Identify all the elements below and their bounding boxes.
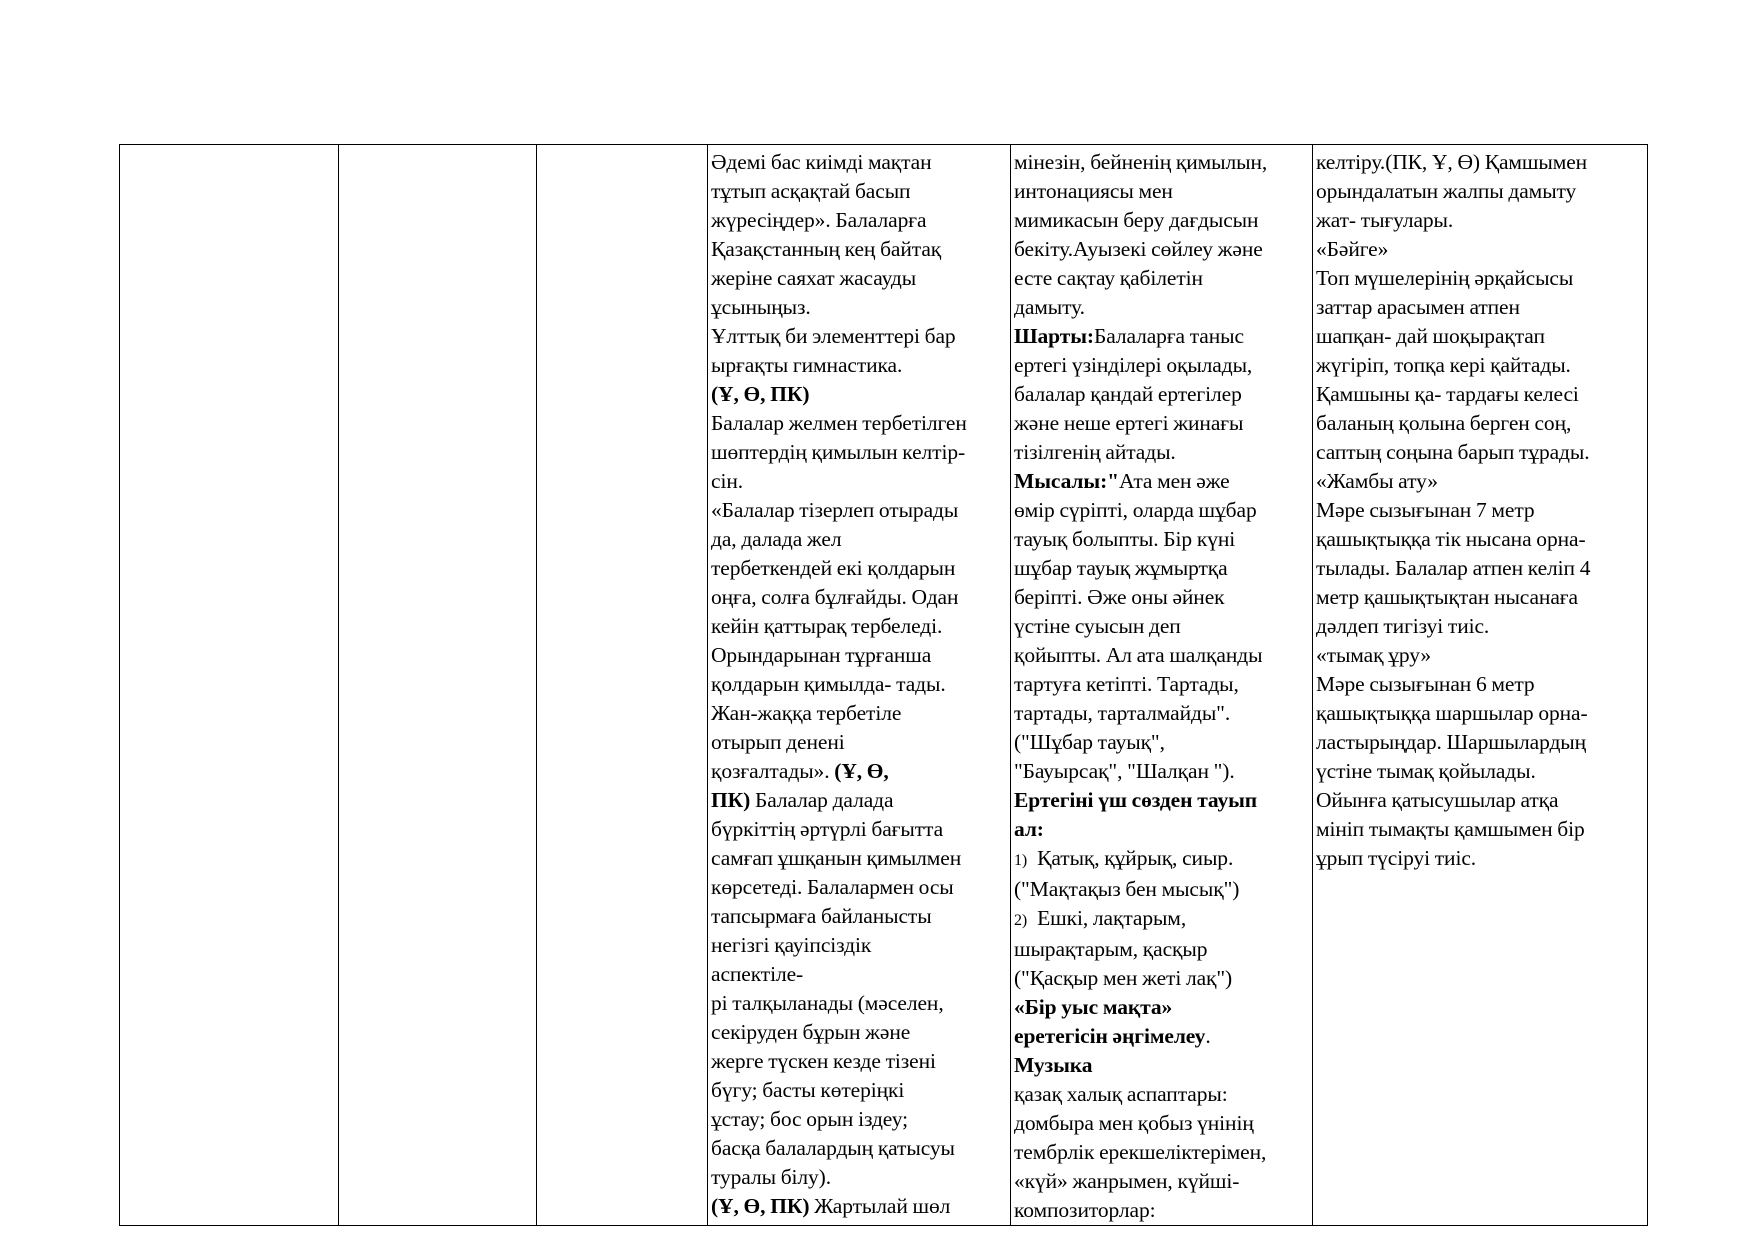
games-text-cell: [1313, 145, 1648, 1226]
text-segment: шөптердің қимылын келтір-: [711, 440, 966, 464]
text-segment: шапқан- дай шоқырақтап: [1316, 324, 1545, 348]
text-line: [1316, 148, 1647, 177]
text-line: [1014, 875, 1312, 904]
text-segment: Балалар желмен тербетілген: [711, 411, 967, 435]
text-line: [1316, 554, 1647, 583]
text-segment: Қамшыны қа- тардағы келесі: [1316, 382, 1579, 406]
text-segment: ("Шұбар тауық",: [1014, 730, 1165, 754]
text-segment: ырғақты гимнастика.: [711, 353, 903, 377]
text-segment: жеріне саяхат жасауды: [711, 266, 917, 290]
text-segment: ("Мақтақыз бен мысық"): [1014, 877, 1240, 901]
bold-text: Мысалы:": [1014, 469, 1119, 493]
text-segment: ("Қасқыр мен жеті лақ"): [1014, 966, 1233, 990]
text-segment: сін.: [711, 469, 743, 493]
text-line: [1316, 612, 1647, 641]
text-line: [1014, 525, 1312, 554]
text-line: [711, 757, 1010, 786]
text-line: [711, 931, 1010, 960]
text-segment: шұбар тауық жұмыртқа: [1014, 556, 1228, 580]
text-line: [711, 989, 1010, 1018]
text-line: [711, 293, 1010, 322]
bold-text: ПК): [711, 788, 751, 812]
bold-text: (Ұ, Ө, ПК): [711, 1194, 810, 1218]
text-segment: 2): [1014, 912, 1028, 929]
text-segment: «тымақ ұру»: [1316, 643, 1432, 667]
bold-text: ал:: [1014, 817, 1044, 841]
text-segment: тауық болыпты. Бір күні: [1014, 527, 1236, 551]
text-line: [1014, 438, 1312, 467]
text-line: [1014, 467, 1312, 496]
text-segment: қашықтыққа шаршылар орна-: [1316, 701, 1588, 725]
text-line: [1014, 235, 1312, 264]
text-segment: Ата мен әже: [1118, 469, 1230, 493]
empty-cell-2: [339, 145, 537, 1226]
text-segment: дамыту.: [1014, 295, 1085, 319]
text-line: [1014, 904, 1312, 935]
text-segment: Қатық, құйрық, сиыр.: [1037, 846, 1234, 870]
text-segment: Мәре сызығынан 7 метр: [1316, 498, 1535, 522]
text-line: [1014, 177, 1312, 206]
text-segment: негізгі қауіпсіздік: [711, 933, 872, 957]
text-line: [1014, 612, 1312, 641]
text-segment: Жан-жаққа тербетіле: [711, 701, 902, 725]
text-line: [711, 844, 1010, 873]
activity-text: [708, 145, 1010, 1221]
text-line: [1014, 1196, 1312, 1225]
text-line: [1014, 641, 1312, 670]
text-line: [1014, 206, 1312, 235]
text-line: [1014, 380, 1312, 409]
text-segment: тартуға кетіпті. Тартады,: [1014, 672, 1239, 696]
text-segment: көрсетеді. Балалармен осы: [711, 875, 954, 899]
text-line: [1014, 1138, 1312, 1167]
text-segment: да, далада жел: [711, 527, 842, 551]
text-segment: қашықтыққа тік нысана орна-: [1316, 527, 1586, 551]
text-segment: ұстау; бос орын іздеу;: [711, 1107, 908, 1131]
text-segment: «Бәйге»: [1316, 237, 1389, 261]
text-line: [1014, 993, 1312, 1022]
text-line: [711, 641, 1010, 670]
text-segment: өмір сүріпті, оларда шұбар: [1014, 498, 1257, 522]
text-line: [1316, 206, 1647, 235]
text-segment: дәлдеп тигізуі тиіс.: [1316, 614, 1490, 638]
text-segment: Орындарынан тұрғанша: [711, 643, 932, 667]
text-segment: композиторлар:: [1014, 1198, 1156, 1222]
games-text: [1313, 145, 1647, 873]
text-line: [1014, 699, 1312, 728]
text-segment: және неше ертегі жинағы: [1014, 411, 1244, 435]
text-line: [1014, 728, 1312, 757]
text-segment: бүркіттің әртүрлі бағытта: [711, 817, 944, 841]
bold-text: «Бір уыс мақта»: [1014, 995, 1173, 1019]
text-line: [711, 1192, 1010, 1221]
text-line: [1316, 786, 1647, 815]
text-line: [711, 670, 1010, 699]
text-segment: рі талқыланады (мәселен,: [711, 991, 944, 1015]
text-line: [711, 786, 1010, 815]
text-line: [1014, 815, 1312, 844]
text-line: [711, 960, 1010, 989]
text-segment: беріпті. Әже оны әйнек: [1014, 585, 1225, 609]
text-line: [711, 148, 1010, 177]
text-line: [711, 815, 1010, 844]
text-segment: қазақ халық аспаптары:: [1014, 1082, 1228, 1106]
bold-text: Шарты:: [1014, 324, 1094, 348]
text-segment: ластырыңдар. Шаршылардың: [1316, 730, 1587, 754]
text-line: [1014, 844, 1312, 875]
text-segment: келтіру.(ПК, Ұ, Ө) Қамшымен: [1316, 150, 1588, 174]
text-segment: Әдемі бас киімді мақтан: [711, 150, 932, 174]
text-segment: мимикасын беру дағдысын: [1014, 208, 1259, 232]
text-segment: 1): [1014, 852, 1028, 869]
text-line: [1014, 1109, 1312, 1138]
text-segment: Ойынға қатысушылар атқа: [1316, 788, 1559, 812]
text-segment: үстіне тымақ қойылады.: [1316, 759, 1536, 783]
text-line: [1316, 177, 1647, 206]
text-segment: оңға, солға бұлғайды. Одан: [711, 585, 959, 609]
text-line: [1316, 322, 1647, 351]
text-line: [711, 235, 1010, 264]
table-row: [120, 145, 1648, 1226]
text-line: [1316, 293, 1647, 322]
text-line: [711, 177, 1010, 206]
text-segment: баланың қолына берген соң,: [1316, 411, 1572, 435]
text-line: [1316, 467, 1647, 496]
text-line: [711, 1105, 1010, 1134]
text-segment: самғап ұшқанын қимылмен: [711, 846, 962, 870]
text-line: [1014, 1167, 1312, 1196]
text-line: [1316, 235, 1647, 264]
text-segment: жүгіріп, топқа кері қайтады.: [1316, 353, 1571, 377]
text-segment: интонациясы мен: [1014, 179, 1173, 203]
text-line: [1014, 1051, 1312, 1080]
text-line: [1316, 641, 1647, 670]
text-line: [1316, 583, 1647, 612]
text-segment: ұсыныңыз.: [711, 295, 811, 319]
text-segment: шырақтарым, қасқыр: [1014, 937, 1208, 961]
bold-text: Ертегіні үш сөзден тауып: [1014, 788, 1258, 812]
text-segment: тапсырмаға байланысты: [711, 904, 932, 928]
text-line: [711, 583, 1010, 612]
text-segment: бекіту.Ауызекі сөйлеу және: [1014, 237, 1263, 261]
text-segment: жерге түскен кезде тізені: [711, 1049, 936, 1073]
text-line: [1316, 351, 1647, 380]
text-line: [1014, 293, 1312, 322]
text-line: [1316, 728, 1647, 757]
text-segment: «Балалар тізерлеп отырады: [711, 498, 959, 522]
text-line: [1014, 322, 1312, 351]
text-segment: заттар арасымен атпен: [1316, 295, 1520, 319]
text-segment: аспектіле-: [711, 962, 804, 986]
text-line: [711, 206, 1010, 235]
text-segment: .: [1205, 1024, 1211, 1048]
text-line: [711, 699, 1010, 728]
text-line: [1014, 670, 1312, 699]
text-segment: «күй» жанрымен, күйші-: [1014, 1169, 1240, 1193]
text-line: [1014, 1022, 1312, 1051]
text-segment: туралы білу).: [711, 1165, 832, 1189]
bold-text: еретегісін әңгімелеу: [1014, 1024, 1206, 1048]
text-segment: тылады. Балалар атпен келіп 4: [1316, 556, 1591, 580]
text-line: [1014, 409, 1312, 438]
text-segment: қолдарын қимылда- тады.: [711, 672, 946, 696]
text-segment: "Бауырсақ", "Шалқан ").: [1014, 759, 1235, 783]
text-segment: кейін қаттырақ тербеледі.: [711, 614, 943, 638]
document-table: [119, 144, 1648, 1226]
text-line: [711, 322, 1010, 351]
text-line: [1014, 757, 1312, 786]
text-line: [711, 728, 1010, 757]
text-line: [711, 380, 1010, 409]
text-segment: Қазақстанның кең байтақ: [711, 237, 942, 261]
text-line: [1316, 844, 1647, 873]
fairy-tale-text: [1011, 145, 1312, 1225]
text-segment: ертегі үзінділері оқылады,: [1014, 353, 1253, 377]
text-line: [1014, 786, 1312, 815]
text-segment: Ұлттық би элементтері бар: [711, 324, 956, 348]
text-line: [1014, 935, 1312, 964]
text-segment: мінезін, бейненің қимылын,: [1014, 150, 1268, 174]
text-line: [1316, 438, 1647, 467]
text-line: [711, 873, 1010, 902]
text-segment: Топ мүшелерінің әрқайсысы: [1316, 266, 1574, 290]
text-segment: «Жамбы ату»: [1316, 469, 1438, 493]
bold-text: (Ұ, Ө, ПК): [711, 382, 810, 406]
text-segment: Мәре сызығынан 6 метр: [1316, 672, 1535, 696]
text-line: [711, 351, 1010, 380]
empty-cell-3: [537, 145, 708, 1226]
text-line: [711, 264, 1010, 293]
text-line: [1014, 351, 1312, 380]
text-line: [1014, 496, 1312, 525]
text-segment: бүгу; басты көтеріңкі: [711, 1078, 905, 1102]
empty-cell-1: [120, 145, 339, 1226]
text-segment: саптың соңына барып тұрады.: [1316, 440, 1590, 464]
text-line: [1014, 583, 1312, 612]
text-line: [1316, 525, 1647, 554]
text-line: [1316, 815, 1647, 844]
text-line: [711, 1163, 1010, 1192]
text-segment: балалар қандай ертегілер: [1014, 382, 1242, 406]
text-line: [711, 612, 1010, 641]
text-line: [711, 525, 1010, 554]
bold-text: Музыка: [1014, 1053, 1093, 1077]
text-line: [1014, 264, 1312, 293]
text-line: [1316, 496, 1647, 525]
text-line: [711, 1076, 1010, 1105]
text-segment: басқа балалардың қатысуы: [711, 1136, 955, 1160]
text-segment: тізілгенің айтады.: [1014, 440, 1176, 464]
text-segment: тұтып асқақтай басып: [711, 179, 911, 203]
text-segment: отырып денені: [711, 730, 845, 754]
text-line: [711, 902, 1010, 931]
text-segment: тембрлік ерекшеліктерімен,: [1014, 1140, 1267, 1164]
text-line: [711, 438, 1010, 467]
text-line: [1316, 757, 1647, 786]
text-line: [1316, 264, 1647, 293]
text-line: [1316, 380, 1647, 409]
text-segment: үстіне суысын деп: [1014, 614, 1181, 638]
text-segment: жат- тығулары.: [1316, 208, 1454, 232]
text-segment: жүресіңдер». Балаларға: [711, 208, 927, 232]
text-line: [711, 1134, 1010, 1163]
activity-text-cell: [708, 145, 1011, 1226]
text-line: [711, 1047, 1010, 1076]
text-segment: ұрып түсіруі тиіс.: [1316, 846, 1477, 870]
text-segment: орындалатын жалпы дамыту: [1316, 179, 1577, 203]
text-line: [1014, 964, 1312, 993]
text-segment: Ешкі, лақтарым,: [1037, 906, 1187, 930]
text-line: [1316, 670, 1647, 699]
text-line: [711, 467, 1010, 496]
text-segment: тартады, тарталмайды".: [1014, 701, 1231, 725]
text-segment: қойыпты. Ал ата шалқанды: [1014, 643, 1263, 667]
text-segment: мініп тымақты қамшымен бір: [1316, 817, 1585, 841]
text-segment: Жартылай шөл: [809, 1194, 951, 1218]
fairy-tale-text-cell: [1011, 145, 1313, 1226]
text-segment: метр қашықтықтан нысанаға: [1316, 585, 1578, 609]
text-segment: Балалар далада: [750, 788, 894, 812]
text-line: [1014, 554, 1312, 583]
text-segment: тербеткендей екі қолдарын: [711, 556, 956, 580]
text-segment: Балаларға таныс: [1093, 324, 1244, 348]
bold-text: (Ұ, Ө,: [834, 759, 889, 783]
text-line: [711, 496, 1010, 525]
text-segment: секіруден бұрын және: [711, 1020, 911, 1044]
text-segment: домбыра мен қобыз үнінің: [1014, 1111, 1254, 1135]
text-line: [711, 1018, 1010, 1047]
text-segment: есте сақтау қабілетін: [1014, 266, 1203, 290]
text-line: [711, 554, 1010, 583]
text-line: [1316, 409, 1647, 438]
text-line: [1014, 1080, 1312, 1109]
text-segment: қозғалтады».: [711, 759, 835, 783]
text-line: [1014, 148, 1312, 177]
text-line: [1316, 699, 1647, 728]
text-line: [711, 409, 1010, 438]
